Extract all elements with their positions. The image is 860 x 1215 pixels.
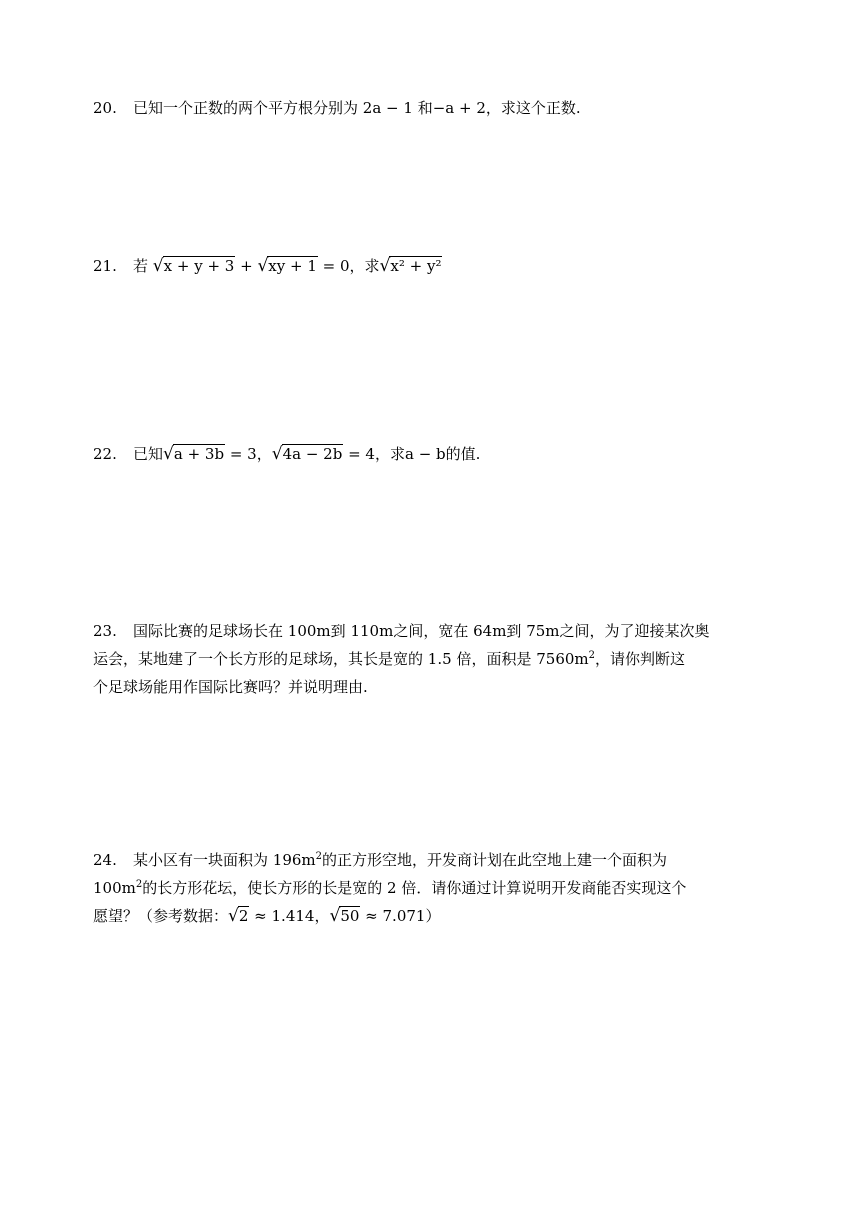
- problem-text: 已知一个正数的两个平方根分别为: [133, 99, 359, 117]
- problem-text: 到: [330, 622, 346, 640]
- problem-text: 个足球场能用作国际比赛吗？并说明理由.: [93, 678, 368, 696]
- radicand: 4a − 2b: [282, 445, 343, 463]
- math-expression: 100m: [287, 622, 331, 640]
- problem-text: 国际比赛的足球场长在: [133, 622, 284, 640]
- problem-line: [93, 846, 773, 874]
- problem-text: 愿望？（参考数据：: [93, 907, 229, 925]
- sqrt-expression: [228, 902, 249, 930]
- problem-text: 某小区有一块面积为: [133, 851, 269, 869]
- math-expression: 2a − 1: [362, 99, 413, 117]
- problem-text: 运会，某地建了一个长方形的足球场，其长是宽的: [93, 650, 424, 668]
- sqrt-expression: [329, 902, 360, 930]
- math-expression: = 4: [343, 445, 375, 463]
- problem-number: 23.: [93, 622, 117, 640]
- sqrt-expression: [380, 252, 443, 280]
- sqrt-expression: [153, 252, 236, 280]
- radical-icon: √: [163, 444, 174, 464]
- problem-text: 已知: [133, 445, 164, 463]
- radicand: 2: [238, 907, 249, 925]
- problem-text: ，求这个正数.: [485, 99, 581, 117]
- problem-line: [93, 645, 773, 673]
- problem-text: ）: [425, 907, 441, 925]
- problem-text: 之间，为了迎接某次奥: [559, 622, 710, 640]
- problem-text: 和: [417, 99, 433, 117]
- math-expression: $196m^2$: [272, 851, 323, 869]
- radical-icon: √: [152, 256, 164, 276]
- radicand: a + 3b: [173, 445, 225, 463]
- math-expression: 2: [387, 879, 397, 897]
- problem-text: 倍．请你通过计算说明开发商能否实现这个: [401, 879, 687, 897]
- problem-text: 之间，宽在: [393, 622, 469, 640]
- problem-number: 21.: [93, 257, 117, 275]
- sqrt-expression: [272, 440, 344, 468]
- problem-text: 倍，面积是: [456, 650, 532, 668]
- problem-line: [93, 617, 773, 645]
- radical-icon: √: [257, 256, 269, 276]
- radicand: x² + y²: [390, 257, 442, 275]
- problem-line: [93, 673, 773, 701]
- problem-text: 到: [506, 622, 522, 640]
- problem-text: 的值.: [445, 445, 481, 463]
- problem-text: 若: [133, 257, 149, 275]
- problem-20: [93, 94, 773, 122]
- math-expression: −a + 2: [432, 99, 486, 117]
- radical-icon: √: [271, 444, 283, 464]
- math-expression: 75m: [526, 622, 560, 640]
- radicand: 50: [340, 907, 360, 925]
- math-operator: +: [235, 257, 258, 275]
- problem-text: 的长方形花坛，使长方形的长是宽的: [142, 879, 383, 897]
- math-expression: 64m: [473, 622, 507, 640]
- math-expression: $7560m^2$: [536, 650, 596, 668]
- radical-icon: √: [228, 906, 239, 926]
- math-expression: ≈ 7.071: [360, 907, 426, 925]
- problem-text: ，: [256, 445, 272, 463]
- problem-number: 22.: [93, 445, 117, 463]
- radicand: xy + 1: [268, 257, 317, 275]
- problem-23: [93, 617, 773, 701]
- problem-21: [93, 252, 773, 280]
- radical-icon: √: [329, 906, 341, 926]
- problem-number: 24.: [93, 851, 117, 869]
- problem-line: [93, 874, 773, 902]
- math-expression: ≈ 1.414: [249, 907, 315, 925]
- problem-text: ，请你判断这: [595, 650, 686, 668]
- problem-text: ，求: [349, 257, 380, 275]
- problem-24: [93, 846, 773, 930]
- math-expression: a − b: [405, 445, 446, 463]
- sqrt-expression: [163, 440, 225, 468]
- radical-icon: √: [379, 256, 391, 276]
- math-expression: 110m: [350, 622, 394, 640]
- problem-line: [93, 902, 773, 930]
- problem-22: [93, 440, 773, 468]
- problem-text: ，求: [374, 445, 405, 463]
- math-expression: $100m^2$: [93, 879, 143, 897]
- problem-number: 20.: [93, 99, 117, 117]
- math-expression: 1.5: [427, 650, 452, 668]
- problem-text: 的正方形空地，开发商计划在此空地上建一个面积为: [322, 851, 668, 869]
- problem-text: ，: [314, 907, 330, 925]
- math-expression: = 3: [225, 445, 257, 463]
- math-expression: = 0: [317, 257, 350, 275]
- radicand: x + y + 3: [163, 257, 235, 275]
- sqrt-expression: [257, 252, 317, 280]
